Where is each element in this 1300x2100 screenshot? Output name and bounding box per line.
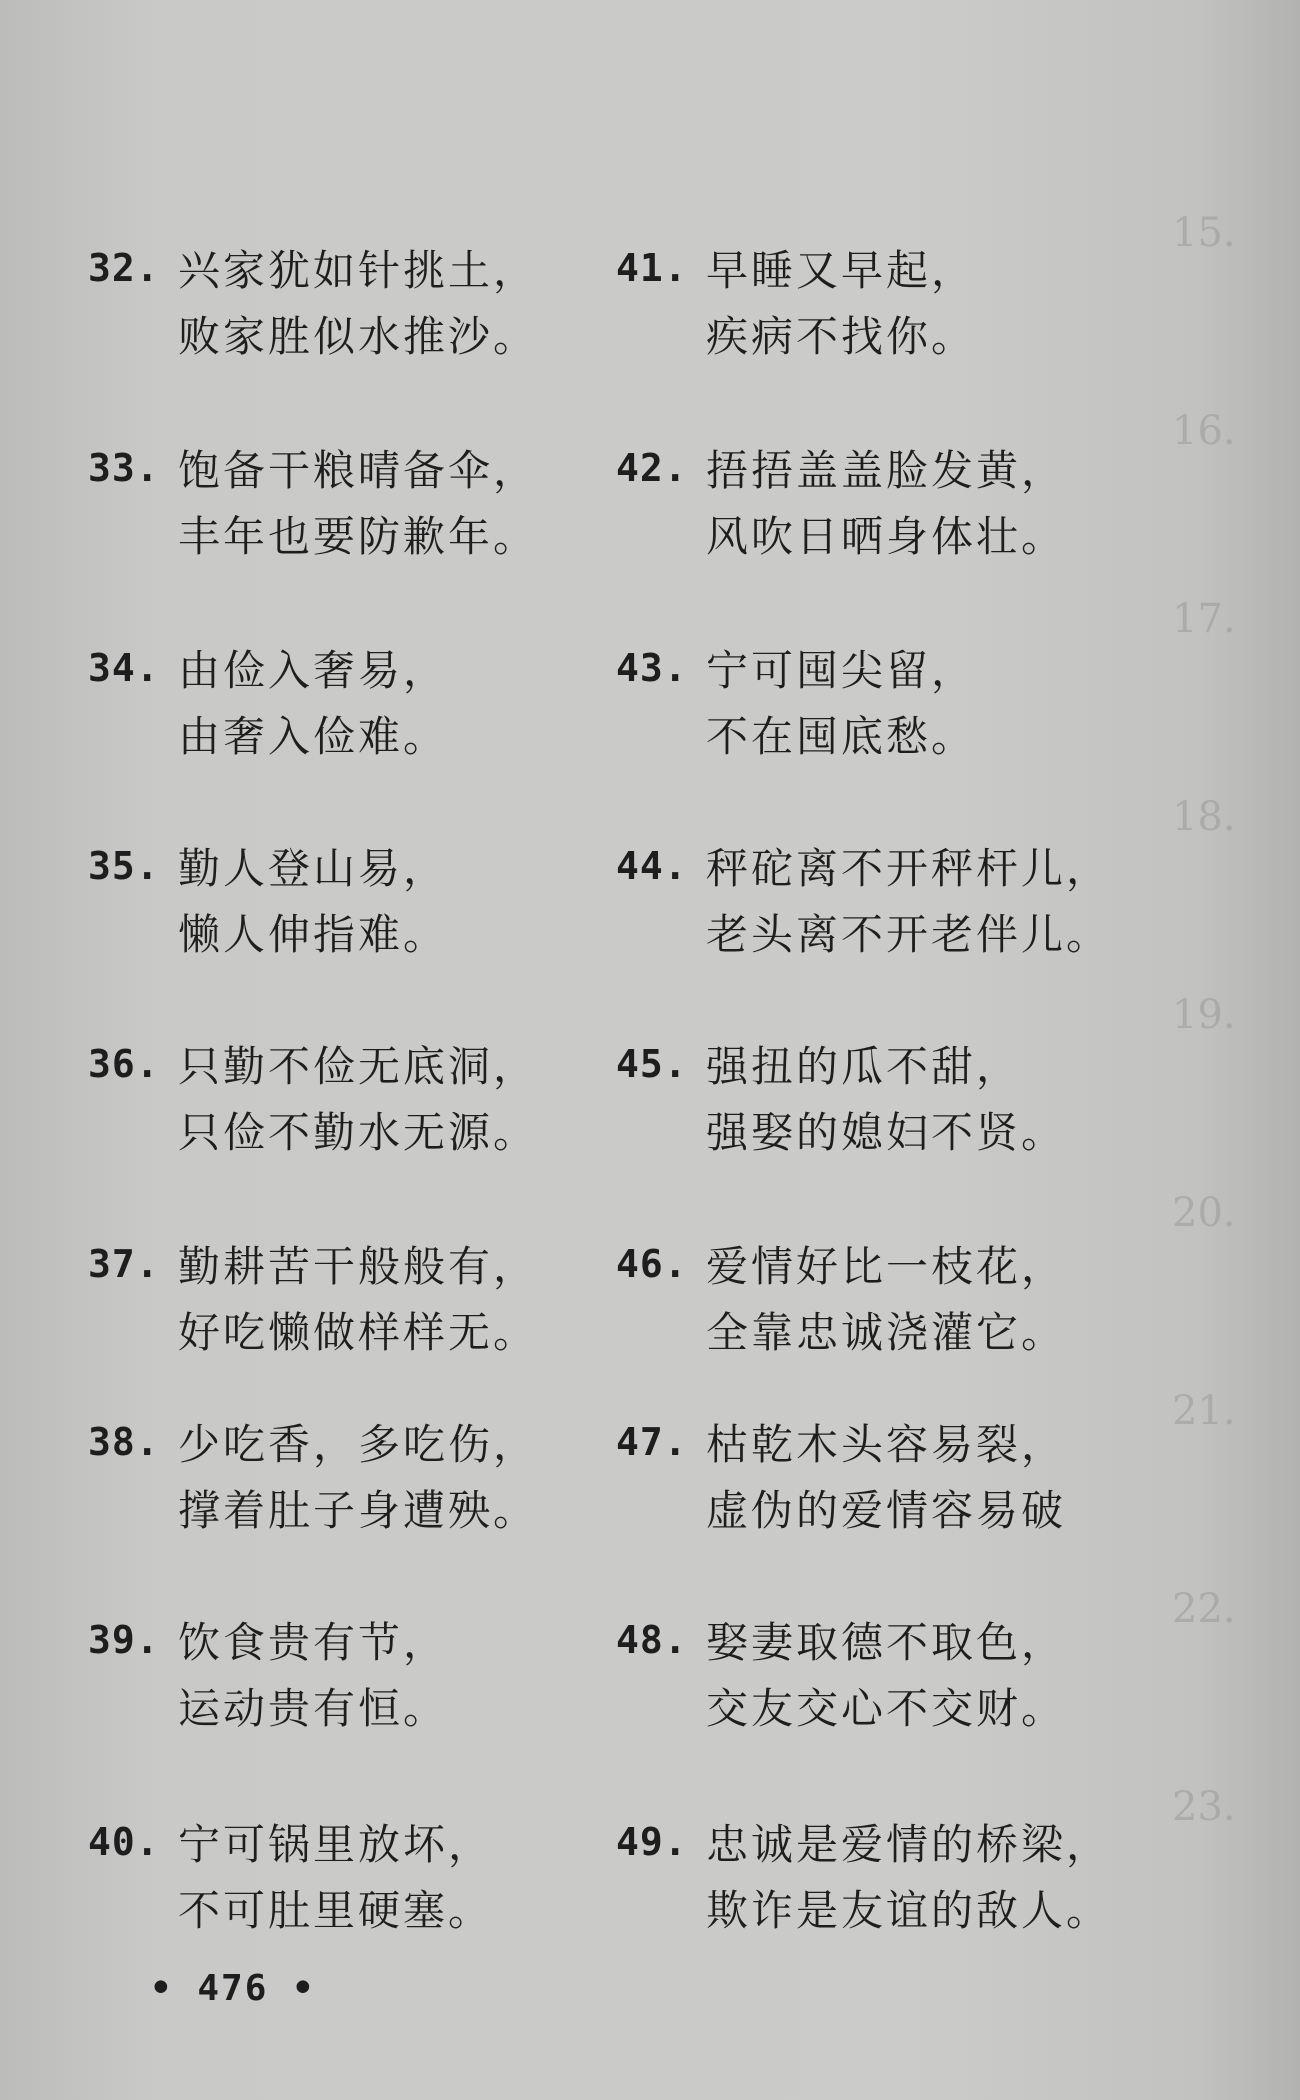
proverb-number: 46. <box>616 1242 688 1286</box>
proverb-line-2: 丰年也要防歉年。 <box>178 512 539 561</box>
bleed-number: 20. <box>1172 1190 1236 1236</box>
proverb-number: 42. <box>616 446 688 490</box>
bleed-number: 19. <box>1172 992 1236 1038</box>
proverb-line-1: 少吃香，多吃伤， <box>178 1420 539 1469</box>
proverb-line-1: 由俭入奢易， <box>178 646 449 695</box>
proverb-line-2: 由奢入俭难。 <box>178 712 449 761</box>
bleed-number: 21. <box>1172 1388 1236 1434</box>
proverb-line-2: 好吃懒做样样无。 <box>178 1308 539 1357</box>
bleed-through-numbers <box>1172 200 1282 1972</box>
proverb-line-2: 欺诈是友谊的敌人。 <box>706 1886 1112 1935</box>
proverb-line-2: 老头离不开老伴儿。 <box>706 910 1112 959</box>
proverb-number: 44. <box>616 844 688 888</box>
proverb-number: 40. <box>88 1820 160 1864</box>
proverb-line-2: 风吹日晒身体壮。 <box>706 512 1067 561</box>
proverb-number: 43. <box>616 646 688 690</box>
proverb-number: 33. <box>88 446 160 490</box>
proverb-number: 48. <box>616 1618 688 1662</box>
proverb-line-1: 勤人登山易， <box>178 844 449 893</box>
proverb-number: 35. <box>88 844 160 888</box>
proverb-line-2: 败家胜似水推沙。 <box>178 312 539 361</box>
proverb-line-2: 交友交心不交财。 <box>706 1684 1067 1733</box>
proverb-line-1: 捂捂盖盖脸发黄， <box>706 446 1067 495</box>
proverb-number: 41. <box>616 246 688 290</box>
proverb-line-1: 枯乾木头容易裂， <box>706 1420 1067 1469</box>
proverb-number: 38. <box>88 1420 160 1464</box>
proverb-line-1: 饮食贵有节， <box>178 1618 449 1667</box>
proverb-line-2: 不可肚里硬塞。 <box>178 1886 494 1935</box>
page-number: • 476 • <box>150 1968 316 2009</box>
proverb-line-2: 强娶的媳妇不贤。 <box>706 1108 1067 1157</box>
proverb-line-2: 不在囤底愁。 <box>706 712 977 761</box>
proverb-line-2: 虚伪的爱情容易破 <box>706 1486 1067 1535</box>
proverb-line-2: 疾病不找你。 <box>706 312 977 361</box>
proverb-line-2: 运动贵有恒。 <box>178 1684 449 1733</box>
proverb-line-1: 兴家犹如针挑土， <box>178 246 539 295</box>
proverb-line-1: 强扭的瓜不甜， <box>706 1042 1022 1091</box>
proverb-line-1: 饱备干粮晴备伞， <box>178 446 539 495</box>
proverb-line-2: 懒人伸指难。 <box>178 910 449 959</box>
proverb-line-1: 勤耕苦干般般有， <box>178 1242 539 1291</box>
proverb-number: 36. <box>88 1042 160 1086</box>
proverb-line-2: 只俭不勤水无源。 <box>178 1108 539 1157</box>
proverb-number: 45. <box>616 1042 688 1086</box>
proverb-line-2: 全靠忠诚浇灌它。 <box>706 1308 1067 1357</box>
bleed-number: 18. <box>1172 794 1236 840</box>
bleed-number: 15. <box>1172 210 1236 256</box>
proverb-line-1: 忠诚是爱情的桥梁， <box>706 1820 1112 1869</box>
bleed-number: 17. <box>1172 596 1236 642</box>
proverb-line-1: 只勤不俭无底洞， <box>178 1042 539 1091</box>
proverb-line-1: 爱情好比一枝花， <box>706 1242 1067 1291</box>
proverb-line-2: 撑着肚子身遭殃。 <box>178 1486 539 1535</box>
proverb-number: 37. <box>88 1242 160 1286</box>
proverb-line-1: 秤砣离不开秤杆儿， <box>706 844 1112 893</box>
proverb-line-1: 娶妻取德不取色， <box>706 1618 1067 1667</box>
proverb-number: 47. <box>616 1420 688 1464</box>
proverb-line-1: 宁可锅里放坏， <box>178 1820 494 1869</box>
proverb-line-1: 宁可囤尖留， <box>706 646 977 695</box>
bleed-number: 23. <box>1172 1784 1236 1830</box>
proverb-number: 39. <box>88 1618 160 1662</box>
bleed-number: 22. <box>1172 1586 1236 1632</box>
proverb-number: 49. <box>616 1820 688 1864</box>
proverb-number: 32. <box>88 246 160 290</box>
proverb-number: 34. <box>88 646 160 690</box>
proverb-line-1: 早睡又早起， <box>706 246 977 295</box>
bleed-number: 16. <box>1172 408 1236 454</box>
